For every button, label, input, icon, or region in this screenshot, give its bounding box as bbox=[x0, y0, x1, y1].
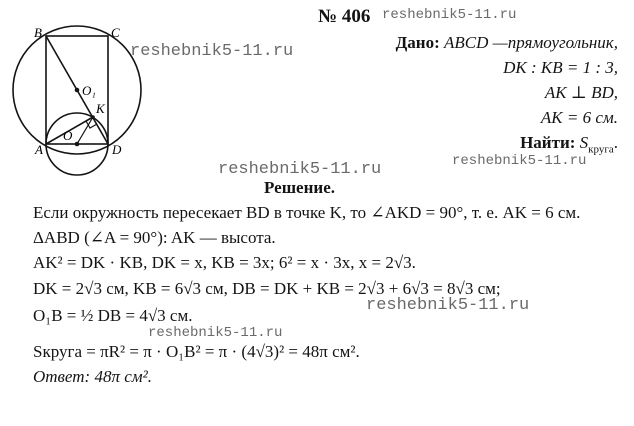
find-label: Найти: bbox=[520, 133, 576, 152]
given-line-2: DK : KB = 1 : 3, bbox=[503, 58, 618, 77]
watermark: reshebnik5-11.ru bbox=[130, 42, 294, 61]
label-b: B bbox=[34, 25, 42, 40]
given-text: ABCD —прямоугольник, bbox=[444, 33, 618, 52]
label-c: C bbox=[111, 25, 120, 40]
label-o1: O₁ bbox=[82, 83, 96, 98]
given-line-4: AK = 6 см. bbox=[540, 108, 618, 127]
watermark: reshebnik5-11.ru bbox=[366, 296, 530, 315]
answer-line: Ответ: 48π см². bbox=[33, 367, 152, 386]
solution-heading: Решение. bbox=[264, 178, 335, 197]
watermark: reshebnik5-11.ru bbox=[218, 160, 382, 179]
find-value: S bbox=[579, 133, 589, 152]
problem-number: № 406 bbox=[318, 6, 371, 27]
label-o: O bbox=[63, 128, 73, 143]
watermark: reshebnik5-11.ru bbox=[452, 153, 587, 169]
find-subscript: круга bbox=[588, 143, 614, 156]
point-k bbox=[91, 115, 95, 119]
solution-line-1: Если окружность пересекает BD в точке K, то ∠AKD = 90°, т. е. AK = 6 см. bbox=[33, 203, 581, 222]
given-line-3: AK ⊥ BD, bbox=[544, 83, 618, 102]
solution-line-3: AK² = DK · KB, DK = x, KB = 3x; 6² = x · 3x, x = 2√3. bbox=[33, 253, 416, 272]
label-d: D bbox=[112, 142, 122, 157]
solution-line-6: Sкруга = πR² = π · O₁B² = π · (4√3)² = 48π см². bbox=[33, 342, 360, 361]
solution-line-2: ΔABD (∠A = 90°): AK — высота. bbox=[33, 228, 276, 247]
given-line-1 bbox=[396, 33, 618, 53]
geometry-figure bbox=[0, 0, 230, 200]
watermark: reshebnik5-11.ru bbox=[382, 7, 517, 23]
given-label: Дано: bbox=[395, 33, 440, 52]
label-k: K bbox=[96, 101, 105, 116]
find-line bbox=[520, 133, 618, 155]
label-a: A bbox=[35, 142, 43, 157]
point-o1 bbox=[75, 88, 80, 93]
solution-line-4: DK = 2√3 см, KB = 6√3 см, DB = DK + KB = 2√3 + 6√3 = 8√3 см; bbox=[33, 279, 501, 298]
point-o bbox=[75, 142, 80, 147]
solution-line-5: O₁B = ½ DB = 4√3 см. bbox=[33, 306, 193, 325]
watermark: reshebnik5-11.ru bbox=[148, 325, 283, 341]
find-end: . bbox=[613, 133, 618, 152]
